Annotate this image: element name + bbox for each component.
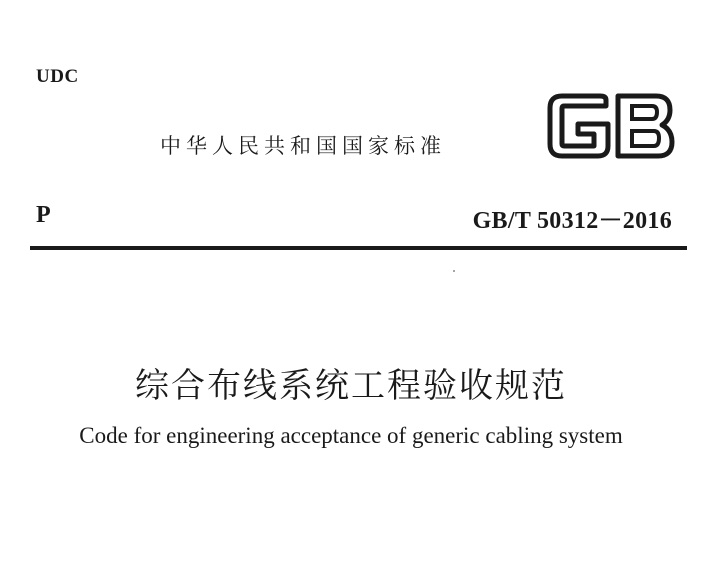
standard-organization: 中华人民共和国国家标准 bbox=[160, 134, 446, 158]
classification-code: P bbox=[36, 202, 51, 228]
title-chinese: 综合布线系统工程验收规范 bbox=[135, 366, 567, 406]
gb-standard-logo-icon bbox=[544, 92, 677, 160]
udc-label: UDC bbox=[36, 66, 79, 87]
scan-speck bbox=[453, 270, 455, 272]
title-english: Code for engineering acceptance of generic cabling system bbox=[79, 423, 623, 448]
header-divider bbox=[30, 246, 687, 250]
standard-number: GB/T 50312－2016 bbox=[472, 208, 672, 234]
